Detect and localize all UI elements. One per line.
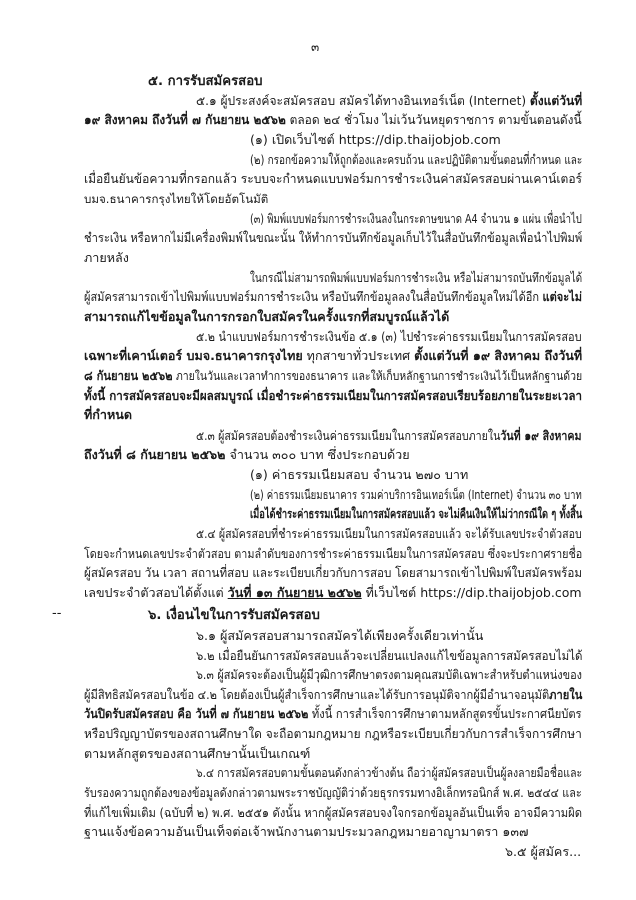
- page-number: ๓: [311, 40, 320, 54]
- para-6-4-line3: ที่แก้ไขเพิ่มเติม (ฉบับที่ ๒) พ.ศ. ๒๕๕๑ ดังนั้น หากผู้สมัครสอบจงใจกรอกข้อมูลอันเป็นเท็จ อาจมีความผิด: [84, 804, 583, 820]
- para-5-2-line3: [84, 366, 582, 386]
- para-6-4-line4: ฐานแจ้งข้อความอันเป็นเท็จต่อเจ้าพนักงานตามประมวลกฎหมายอาญามาตรา ๑๓๗: [84, 824, 529, 840]
- para-5-3-line1: [196, 426, 582, 446]
- step-3-line3: ภายหลัง: [84, 250, 129, 265]
- para-5-2-line4: ทั้งนี้ การสมัครสอบจะมีผลสมบูรณ์ เมื่อชำระค่าธรรมเนียมในการสมัครสอบเรียบร้อยภายในระยะเวลา: [84, 387, 583, 403]
- step-3-line2: ชำระเงิน หรือหากไม่มีเครื่องพิมพ์ในขณะนั้น ให้ทำการบันทึกข้อมูลเก็บไว้ในสื่อบันทึกข้อมูลเพื่อนำไปพิมพ์: [84, 230, 583, 246]
- margin-mark: --: [52, 606, 62, 622]
- para-6-3-line2: [84, 685, 582, 705]
- text: (๑) เปิดเว็บไซต์: [250, 132, 339, 148]
- para-6-4-line2: รับรองความถูกต้องของข้อมูลดังกล่าวตามพระราชบัญญัติว่าด้วยธุรกรรมทางอิเล็กทรอนิกส์ พ.ศ. ๒๕๔๔ และ: [84, 785, 582, 800]
- para-5-2-line5: ที่กำหนด: [84, 407, 133, 423]
- section-6-heading: ๖. เงื่อนไขในการรับสมัครสอบ: [148, 608, 320, 624]
- fee-item-1: (๑) ค่าธรรมเนียมสอบ จำนวน ๒๗๐ บาท: [250, 467, 469, 482]
- text: ที่เว็บไซต์: [361, 585, 421, 600]
- para-5-3-line2: [84, 445, 410, 465]
- bold-text: ตั้งแต่วันที่: [529, 92, 583, 108]
- bold-date: ๘ กันยายน ๒๕๖๒: [84, 367, 173, 383]
- para-5-4-line1: ๕.๔ ผู้สมัครสอบที่ชำระค่าธรรมเนียมในการสมัครสอบแล้ว จะได้รับเลขประจำตัวสอบ: [196, 526, 582, 541]
- para-6-3-line1: ๖.๓ ผู้สมัครจะต้องเป็นผู้มีวุฒิการศึกษาตรงตามคุณสมบัติเฉพาะสำหรับตำแหน่งของ: [196, 667, 582, 683]
- step-3-line1: (๓) พิมพ์แบบฟอร์มการชำระเงินลงในกระดาษขนาด A4 จำนวน ๑ แผ่น เพื่อนำไป: [250, 210, 582, 226]
- bold-underline-date: วันที่ ๑๓ กันยายน ๒๕๖๒: [227, 585, 362, 600]
- para-6-3-line5: ตามหลักสูตรของสถานศึกษานั้นเป็นเกณฑ์: [84, 745, 311, 761]
- note-line2: [84, 287, 582, 307]
- bold-date: วันที่ ๑๙ สิงหาคม: [500, 427, 582, 443]
- text: ผู้มีสิทธิสมัครสอบในข้อ ๔.๒ โดยต้องเป็นผู้สำเร็จการศึกษาและได้รับการอนุมัติจากผู้มีอำนาจอนุมัติ: [84, 686, 550, 702]
- section-5-heading: ๕. การรับสมัครสอบ: [148, 74, 263, 89]
- website-link[interactable]: https://dip.thaijobjob.com: [338, 132, 501, 148]
- step-2-line2: เมื่อยืนยันข้อความที่กรอกแล้ว ระบบจะกำหนดแบบฟอร์มการชำระเงินค่าสมัครสอบผ่านเคาน์เตอร์: [84, 171, 583, 187]
- text: เลขประจำตัวสอบได้ตั้งแต่: [84, 585, 228, 600]
- para-6-4-line1: ๖.๔ การสมัครสอบตามขั้นตอนดังกล่าวข้างต้น ถือว่าผู้สมัครสอบเป็นผู้ลงลายมือชื่อและ: [196, 765, 583, 781]
- step-1: [250, 130, 501, 150]
- para-5-4-line2: โดยจะกำหนดเลขประจำตัวสอบ ตามลำดับของการชำระค่าธรรมเนียมในการสมัครสอบ ซึ่งจะประกาศรายชื่อ: [84, 545, 583, 561]
- para-5-2-line2: [84, 346, 582, 366]
- para-5-1-line1: [196, 91, 582, 111]
- fee-item-2: (๒) ค่าธรรมเนียมธนาคาร รวมค่าบริการอินเทอร์เน็ต (Internet) จำนวน ๓๐ บาท: [250, 486, 582, 502]
- text: ภายในวันและเวลาทำการของธนาคาร และให้เก็บหลักฐานการชำระเงินไว้เป็นหลักฐานด้วย: [172, 368, 583, 383]
- bold-date: ตั้งแต่วันที่ ๑๙ สิงหาคม ถึงวันที่: [414, 348, 583, 364]
- bold-text: เฉพาะที่เคาน์เตอร์ บมจ.ธนาคารกรุงไทย: [84, 348, 303, 364]
- no-refund-notice: เมื่อได้ชำระค่าธรรมเนียมในการสมัครสอบแล้ว จะไม่คืนเงินให้ไม่ว่ากรณีใด ๆ ทั้งสิ้น: [250, 506, 583, 522]
- text: จำนวน ๓๐๐ บาท ซึ่งประกอบด้วย: [225, 447, 410, 463]
- para-5-2-line1: ๕.๒ นำแบบฟอร์มการชำระเงินข้อ ๕.๑ (๓) ไปชำระค่าธรรมเนียมในการสมัครสอบ: [196, 328, 582, 344]
- bold-text: แต่จะไม่: [542, 289, 582, 305]
- note-line1: ในกรณีไม่สามารถพิมพ์แบบฟอร์มการชำระเงิน หรือไม่สามารถบันทึกข้อมูลได้: [250, 269, 583, 285]
- para-5-4-line3: ผู้สมัครสอบ วัน เวลา สถานที่สอบ และระเบียบเกี่ยวกับการสอบ โดยสามารถเข้าไปพิมพ์ใบสมัครพร้อม: [84, 565, 583, 581]
- para-6-3-line4: หรือปริญญาบัตรของสถานศึกษาใด จะถือตามกฎหมาย กฎหรือระเบียบเกี่ยวกับการสำเร็จการศึกษา: [84, 726, 582, 742]
- para-5-4-line4: [84, 583, 582, 603]
- website-link[interactable]: https://dip.thaijobjob.com: [420, 585, 582, 600]
- continued-marker: ๖.๕ ผู้สมัคร...: [505, 844, 582, 859]
- bold-date: ถึงวันที่ ๘ กันยายน ๒๕๖๒: [84, 447, 226, 463]
- note-line3: สามารถแก้ไขข้อมูลในการกรอกใบสมัครในครั้งแรกที่สมบูรณ์แล้วได้: [84, 308, 450, 324]
- para-6-3-line3: [84, 704, 582, 724]
- bold-date: วันปิดรับสมัครสอบ คือ วันที่ ๗ กันยายน ๒๕๖๒: [84, 706, 309, 722]
- para-6-1: ๖.๑ ผู้สมัครสอบสามารถสมัครได้เพียงครั้งเดียวเท่านั้น: [196, 627, 484, 643]
- text: ทั้งนี้ การสำเร็จการศึกษาตามหลักสูตรขั้นประกาศนียบัตร: [308, 706, 582, 722]
- bold-date: ๑๙ สิงหาคม ถึงวันที่ ๗ กันยายน ๒๕๖๒: [84, 112, 286, 128]
- bold-text: ภายใน: [549, 686, 583, 702]
- para-6-2: ๖.๒ เมื่อยืนยันการสมัครสอบแล้วจะเปลี่ยนแปลงแก้ไขข้อมูลการสมัครสอบไม่ได้: [196, 647, 583, 663]
- step-2-line3: บมจ.ธนาคารกรุงไทยให้โดยอัตโนมัติ: [84, 192, 269, 206]
- step-2-line1: (๒) กรอกข้อความให้ถูกต้องและครบถ้วน และปฏิบัติตามขั้นตอนที่กำหนด และ: [250, 151, 583, 167]
- para-5-1-line2: [84, 110, 582, 130]
- text: ผู้สมัครสามารถเข้าไปพิมพ์แบบฟอร์มการชำระเงิน หรือบันทึกข้อมูลลงในสื่อบันทึกข้อมูลใหม่ได้อีก: [84, 289, 543, 305]
- text: ๕.๓ ผู้สมัครสอบต้องชำระเงินค่าธรรมเนียมในการสมัครสอบภายใน: [196, 427, 501, 443]
- text: ๕.๑ ผู้ประสงค์จะสมัครสอบ สมัครได้ทางอินเทอร์เน็ต (Internet): [196, 92, 530, 108]
- text: ทุกสาขาทั่วประเทศ: [302, 348, 415, 364]
- text: ตลอด ๒๔ ชั่วโมง ไม่เว้นวันหยุดราชการ ตามขั้นตอนดังนี้: [285, 112, 582, 128]
